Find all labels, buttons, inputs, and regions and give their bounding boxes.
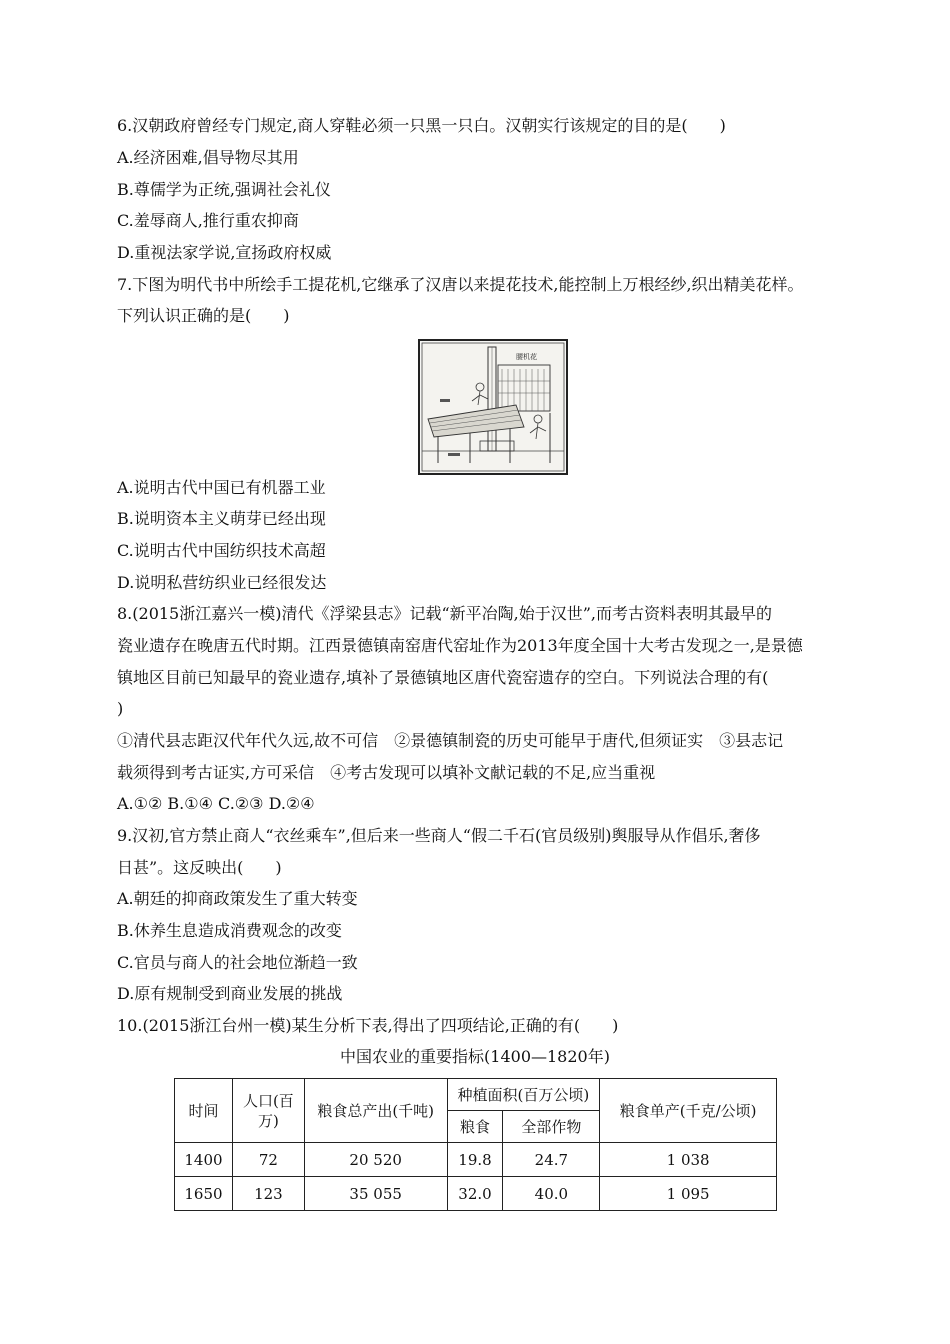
table-row xyxy=(175,1143,777,1177)
header-area-grain: 粮食 xyxy=(447,1111,503,1143)
table-cell: 1650 xyxy=(175,1177,233,1211)
q7-stem-line2: 下列认识正确的是( ) xyxy=(117,306,290,325)
table-cell: 20 520 xyxy=(304,1143,447,1177)
q9-option-b: B.休养生息造成消费观念的改变 xyxy=(117,921,342,940)
header-yield: 粮食单产(千克/公顷) xyxy=(600,1079,777,1143)
q7-option-d: D.说明私营纺织业已经很发达 xyxy=(117,573,327,592)
loom-illustration xyxy=(418,339,568,475)
q6-option-c: C.羞辱商人,推行重农抑商 xyxy=(117,211,299,230)
q6-option-d: D.重视法家学说,宣扬政府权威 xyxy=(117,243,332,262)
table-cell: 24.7 xyxy=(503,1143,600,1177)
q6-stem: 6.汉朝政府曾经专门规定,商人穿鞋必须一只黑一只白。汉朝实行该规定的目的是( ) xyxy=(117,116,726,135)
q6-option-a: A.经济困难,倡导物尽其用 xyxy=(117,148,299,167)
q7-option-b: B.说明资本主义萌芽已经出现 xyxy=(117,509,326,528)
table-header-row xyxy=(175,1079,777,1111)
table-cell: 72 xyxy=(232,1143,304,1177)
table-cell: 19.8 xyxy=(447,1143,503,1177)
q8-line5: ①清代县志距汉代年代久远,故不可信 ②景德镇制瓷的历史可能早于唐代,但须证实 ③县志记 xyxy=(117,731,784,750)
header-area: 种植面积(百万公顷) xyxy=(447,1079,600,1111)
q9-option-d: D.原有规制受到商业发展的挑战 xyxy=(117,984,343,1003)
q6-option-b: B.尊儒学为正统,强调社会礼仪 xyxy=(117,180,331,199)
table-cell: 35 055 xyxy=(304,1177,447,1211)
table-cell: 40.0 xyxy=(503,1177,600,1211)
q9-option-a: A.朝廷的抑商政策发生了重大转变 xyxy=(117,889,358,908)
q9-stem-line1: 9.汉初,官方禁止商人“衣丝乘车”,但后来一些商人“假二千石(官员级别)舆服导从作倡乐,奢侈 xyxy=(117,826,761,845)
q8-line1: 8.(2015浙江嘉兴一模)清代《浮梁县志》记载“新平冶陶,始于汉世”,而考古资料表明其最早的 xyxy=(117,604,773,623)
q8-line2: 瓷业遗存在晚唐五代时期。江西景德镇南窑唐代窑址作为2013年度全国十大考古发现之一,是景德 xyxy=(117,636,803,655)
q9-option-c: C.官员与商人的社会地位渐趋一致 xyxy=(117,953,358,972)
header-grain-output: 粮食总产出(千吨) xyxy=(304,1079,447,1143)
table-cell: 123 xyxy=(232,1177,304,1211)
q8-options: A.①② B.①④ C.②③ D.②④ xyxy=(117,794,315,813)
jacquard-loom-drawing xyxy=(420,341,566,473)
header-time: 时间 xyxy=(175,1079,233,1143)
table-cell: 1 095 xyxy=(600,1177,777,1211)
table-cell: 32.0 xyxy=(447,1177,503,1211)
q8-line6: 载须得到考古证实,方可采信 ④考古发现可以填补文献记载的不足,应当重视 xyxy=(117,763,656,782)
agriculture-table xyxy=(174,1078,777,1211)
header-area-all: 全部作物 xyxy=(503,1111,600,1143)
q8-line4: ) xyxy=(117,699,124,718)
q10-stem: 10.(2015浙江台州一模)某生分析下表,得出了四项结论,正确的有( ) xyxy=(117,1016,619,1035)
table-cell: 1 038 xyxy=(600,1143,777,1177)
table-title: 中国农业的重要指标(1400—1820年) xyxy=(340,1047,610,1066)
q7-stem-line1: 7.下图为明代书中所绘手工提花机,它继承了汉唐以来提花技术,能控制上万根经纱,织出精美花样。 xyxy=(117,275,804,294)
table-cell: 1400 xyxy=(175,1143,233,1177)
q7-option-a: A.说明古代中国已有机器工业 xyxy=(117,478,326,497)
figure-title: 腰机花 xyxy=(516,353,537,361)
q9-stem-line2: 日甚”。这反映出( ) xyxy=(117,858,282,877)
q7-option-c: C.说明古代中国纺织技术高超 xyxy=(117,541,326,560)
q8-line3: 镇地区目前已知最早的瓷业遗存,填补了景德镇地区唐代瓷窑遗存的空白。下列说法合理的有( xyxy=(117,668,769,687)
table-row xyxy=(175,1177,777,1211)
header-population: 人口(百万) xyxy=(232,1079,304,1143)
